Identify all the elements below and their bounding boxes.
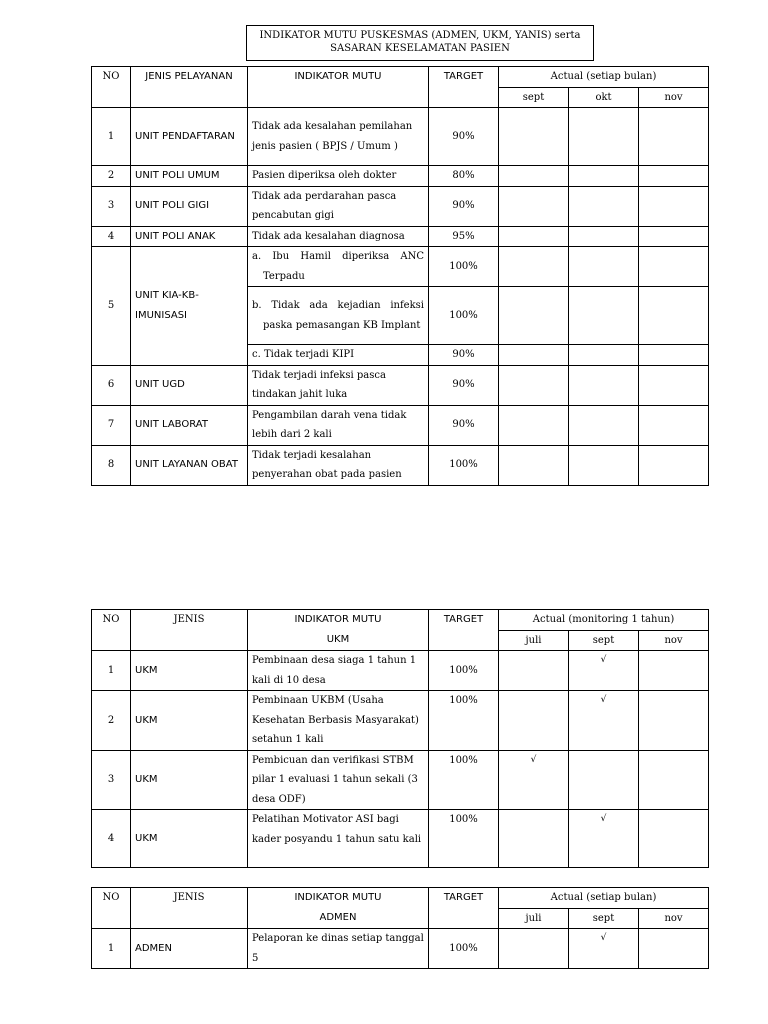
header-target: TARGET [429, 888, 499, 929]
table-row [92, 365, 709, 405]
row-no: 3 [92, 186, 131, 226]
check-cell: √ [569, 929, 639, 969]
actual-cell [639, 166, 709, 187]
row-no: 7 [92, 405, 131, 445]
check-cell [639, 750, 709, 810]
row-no: 1 [92, 651, 131, 691]
row-jenis: UKM [131, 691, 248, 751]
row-target: 100% [429, 750, 499, 810]
actual-cell [639, 405, 709, 445]
actual-cell [639, 287, 709, 345]
header-actual: Actual (setiap bulan) [499, 888, 709, 909]
header-no: NO [92, 888, 131, 929]
header-indikator: INDIKATOR MUTU [248, 67, 429, 108]
document-title [246, 25, 594, 61]
header-jenis: JENIS [131, 610, 248, 651]
row-target: 100% [429, 810, 499, 868]
row-target: 90% [429, 108, 499, 166]
check-cell: √ [569, 691, 639, 751]
actual-cell [569, 226, 639, 247]
row-indikator: Pelatihan Motivator ASI bagi kader posyandu 1 tahun satu kali [248, 810, 429, 868]
table-row [92, 186, 709, 226]
table-row [92, 810, 709, 868]
row-no: 5 [92, 247, 131, 366]
check-cell [499, 810, 569, 868]
check-cell [499, 691, 569, 751]
header-jenis: JENIS [131, 888, 248, 929]
table-row [92, 929, 709, 969]
actual-cell [499, 287, 569, 345]
row-no: 4 [92, 810, 131, 868]
header-month: sept [569, 908, 639, 929]
header-month: nov [639, 87, 709, 108]
row-unit: UNIT LABORAT [131, 405, 248, 445]
row-indikator: Pembicuan dan verifikasi STBM pilar 1 evaluasi 1 tahun sekali (3 desa ODF) [248, 750, 429, 810]
actual-cell [499, 226, 569, 247]
row-unit: UNIT UGD [131, 365, 248, 405]
table-yanis [91, 66, 709, 486]
header-month: nov [639, 908, 709, 929]
table-header-row [92, 67, 709, 88]
header-actual: Actual (monitoring 1 tahun) [499, 610, 709, 631]
row-unit: UNIT PENDAFTARAN [131, 108, 248, 166]
header-actual: Actual (setiap bulan) [499, 67, 709, 88]
row-indikator: Tidak ada perdarahan pasca pencabutan gigi [248, 186, 429, 226]
actual-cell [639, 108, 709, 166]
table-header-row [92, 888, 709, 909]
header-month: okt [569, 87, 639, 108]
check-cell: √ [499, 750, 569, 810]
row-indikator: Pasien diperiksa oleh dokter [248, 166, 429, 187]
actual-cell [569, 365, 639, 405]
row-target: 90% [429, 186, 499, 226]
header-target: TARGET [429, 67, 499, 108]
check-cell [639, 929, 709, 969]
row-indikator: Tidak ada kesalahan diagnosa [248, 226, 429, 247]
row-unit: UNIT LAYANAN OBAT [131, 445, 248, 485]
row-target: 100% [429, 287, 499, 345]
row-target: 90% [429, 345, 499, 366]
row-target: 90% [429, 405, 499, 445]
row-no: 8 [92, 445, 131, 485]
table-row [92, 750, 709, 810]
table-row [92, 247, 709, 287]
title-line-1: INDIKATOR MUTU PUSKESMAS (ADMEN, UKM, YANIS) serta [259, 30, 581, 41]
row-no: 1 [92, 108, 131, 166]
actual-cell [499, 108, 569, 166]
header-month: sept [569, 630, 639, 651]
row-indikator: Tidak terjadi kesalahan penyerahan obat pada pasien [248, 445, 429, 485]
header-jenis: JENIS PELAYANAN [131, 67, 248, 108]
row-unit: UNIT POLI UMUM [131, 166, 248, 187]
row-indikator: c. Tidak terjadi KIPI [248, 345, 429, 366]
title-line-2: SASARAN KESELAMATAN PASIEN [330, 43, 510, 54]
row-indikator: Pembinaan UKBM (Usaha Kesehatan Berbasis Masyarakat) setahun 1 kali [248, 691, 429, 751]
row-target: 90% [429, 365, 499, 405]
actual-cell [639, 247, 709, 287]
actual-cell [569, 345, 639, 366]
row-no: 6 [92, 365, 131, 405]
actual-cell [569, 186, 639, 226]
row-no: 2 [92, 166, 131, 187]
check-cell [639, 810, 709, 868]
actual-cell [569, 405, 639, 445]
actual-cell [499, 405, 569, 445]
row-indikator: Tidak terjadi infeksi pasca tindakan jahit luka [248, 365, 429, 405]
row-indikator: a. Ibu Hamil diperiksa ANC Terpadu [248, 247, 429, 287]
row-target: 100% [429, 691, 499, 751]
actual-cell [499, 186, 569, 226]
actual-cell [639, 445, 709, 485]
row-unit: UNIT POLI GIGI [131, 186, 248, 226]
table-row [92, 405, 709, 445]
actual-cell [639, 186, 709, 226]
table-row [92, 445, 709, 485]
header-month: juli [499, 630, 569, 651]
row-target: 100% [429, 445, 499, 485]
check-cell [499, 929, 569, 969]
row-no: 4 [92, 226, 131, 247]
table-admen [91, 887, 709, 969]
actual-cell [569, 445, 639, 485]
header-indikator-line-1: INDIKATOR MUTU [294, 892, 382, 903]
header-indikator-line-2: UKM [326, 633, 350, 645]
actual-cell [499, 345, 569, 366]
table-row [92, 226, 709, 247]
actual-cell [569, 166, 639, 187]
row-jenis: UKM [131, 651, 248, 691]
row-target: 95% [429, 226, 499, 247]
row-indikator: b. Tidak ada kejadian infeksi paska pemasangan KB Implant [248, 287, 429, 345]
actual-cell [639, 365, 709, 405]
header-no: NO [92, 610, 131, 651]
table-row [92, 166, 709, 187]
table-header-row [92, 610, 709, 631]
header-indikator-line-2: ADMEN [319, 911, 357, 923]
check-cell: √ [569, 651, 639, 691]
row-indikator: Pembinaan desa siaga 1 tahun 1 kali di 10 desa [248, 651, 429, 691]
actual-cell [499, 166, 569, 187]
table-row [92, 108, 709, 166]
row-target: 80% [429, 166, 499, 187]
row-jenis: UKM [131, 750, 248, 810]
header-indikator [248, 610, 429, 651]
header-month: sept [499, 87, 569, 108]
actual-cell [569, 108, 639, 166]
row-no: 2 [92, 691, 131, 751]
row-target: 100% [429, 651, 499, 691]
actual-cell [499, 365, 569, 405]
row-jenis: ADMEN [131, 929, 248, 969]
table-row [92, 691, 709, 751]
actual-cell [639, 345, 709, 366]
header-indikator-line-1: INDIKATOR MUTU [294, 614, 382, 625]
actual-cell [639, 226, 709, 247]
actual-cell [569, 287, 639, 345]
header-no: NO [92, 67, 131, 108]
check-cell [639, 651, 709, 691]
check-cell: √ [569, 810, 639, 868]
header-month: nov [639, 630, 709, 651]
header-indikator [248, 888, 429, 929]
row-indikator: Tidak ada kesalahan pemilahan jenis pasien ( BPJS / Umum ) [248, 108, 429, 166]
row-indikator: Pelaporan ke dinas setiap tanggal 5 [248, 929, 429, 969]
row-unit: UNIT POLI ANAK [131, 226, 248, 247]
check-cell [499, 651, 569, 691]
row-jenis: UKM [131, 810, 248, 868]
header-target: TARGET [429, 610, 499, 651]
actual-cell [499, 247, 569, 287]
row-no: 3 [92, 750, 131, 810]
table-row [92, 651, 709, 691]
row-target: 100% [429, 929, 499, 969]
row-unit: UNIT KIA-KB-IMUNISASI [131, 247, 248, 366]
row-no: 1 [92, 929, 131, 969]
actual-cell [499, 445, 569, 485]
table-ukm [91, 609, 709, 868]
row-target: 100% [429, 247, 499, 287]
actual-cell [569, 247, 639, 287]
row-indikator: Pengambilan darah vena tidak lebih dari 2 kali [248, 405, 429, 445]
header-month: juli [499, 908, 569, 929]
check-cell [569, 750, 639, 810]
check-cell [639, 691, 709, 751]
